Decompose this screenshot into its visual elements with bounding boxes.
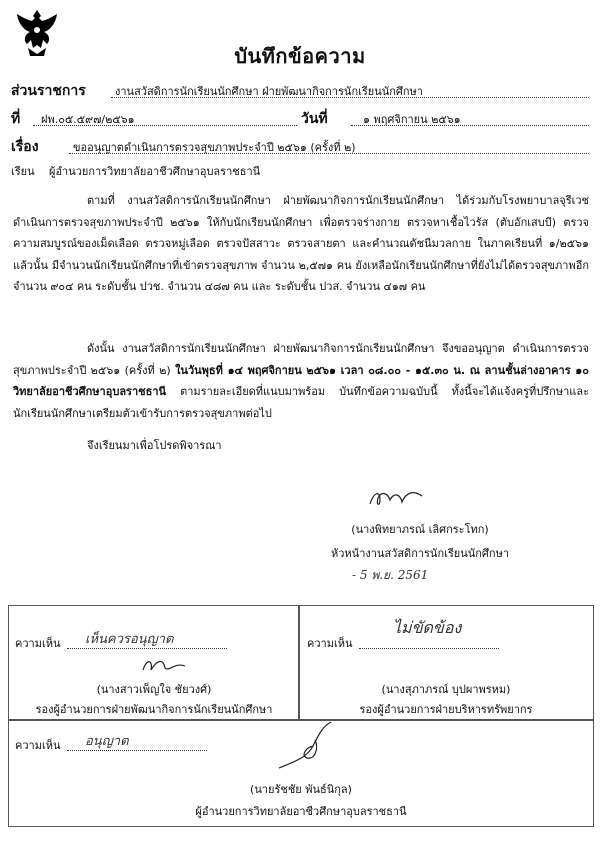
subject-label: เรื่อง: [11, 139, 39, 155]
agency-row: [11, 80, 591, 100]
signer-date-handwritten: - 5 พ.ย. 2561: [352, 568, 429, 582]
subject-value: ขออนุญาตดำเนินการตรวจสุขภาพประจำปี ๒๕๖๑ (ครั้งที่ ๒): [73, 141, 356, 154]
closing-line: จึงเรียนมาเพื่อโปรดพิจารณา: [87, 439, 222, 452]
ref-label: ที่: [11, 111, 21, 127]
opinion-label: ความเห็น: [307, 637, 353, 650]
subject-row: [11, 136, 591, 156]
body-paragraph-2: ดังนั้น งานสวัสดิการนักเรียนนักศึกษา ฝ่ายพัฒนากิจการนักเรียนนักศึกษา จึงขออนุญาต ดำเนินการตรวจสุขภาพประจำปี ๒๕๖๑ (ครั้งที่ ๒) ในวันพุธที่ ๑๔ พฤศจิกายน ๒๕๖๑ เวลา ๐๘.๐๐ - ๑๕.๓๐ น. ณ ลานชั้นล่างอาคาร ๑๐ วิทยาลัยอาชีวศึกษาอุบลราชธานี ตามรายละเอียดที่แนบมาพร้อม บันทึกข้อความฉบับนี้ ทั้งนี้จะได้แจ้งครูที่ปรึกษาและนักเรียนนักศึกษาเตรียมตัวเข้ารับการตรวจสุขภาพต่อไป: [13, 342, 590, 420]
opinion-box-vice-director-resources: [298, 605, 594, 721]
to-row: [11, 160, 591, 180]
signer-name: (นางพิทยาภรณ์ เลิศกระโทก): [351, 523, 489, 536]
signer-position: หัวหน้างานสวัสดิการนักเรียนนักศึกษา: [331, 547, 509, 560]
date-label: วันที่: [301, 111, 328, 127]
opinion-signer-position: รองผู้อำนวยการฝ่ายบริหารทรัพยากร: [359, 703, 533, 716]
opinion-signer-name: (นายรัชชัย พันธ์นิกุล): [250, 783, 352, 796]
opinion-label: ความเห็น: [15, 739, 61, 752]
opinion-box-vice-director-student-affairs: [8, 605, 300, 721]
agency-value: งานสวัสดิการนักเรียนนักศึกษา ฝ่ายพัฒนากิจการนักเรียนนักศึกษา: [115, 85, 423, 98]
to-value: ผู้อำนวยการวิทยาลัยอาชีวศึกษาอุบลราชธานี: [49, 165, 261, 178]
opinion-handwritten: อนุญาต: [85, 734, 129, 749]
signature-main: [366, 486, 426, 512]
page-title: บันทึกข้อความ: [234, 44, 366, 68]
opinion-handwritten: เห็นควรอนุญาต: [85, 632, 174, 647]
ref-date-row: [11, 108, 591, 128]
signature-opinion-3: [273, 718, 337, 774]
opinion-box-director: [8, 719, 594, 827]
opinion-signer-position: ผู้อำนวยการวิทยาลัยอาชีวศึกษาอุบลราชธานี: [195, 805, 407, 818]
opinion-signer-position: รองผู้อำนวยการฝ่ายพัฒนากิจการนักเรียนนักศึกษา: [35, 703, 273, 716]
date-value: ๑ พฤศจิกายน ๒๕๖๑: [363, 113, 461, 126]
signature-opinion-1: [139, 654, 189, 678]
ref-value: ฝพ.๐๕.๕๙๗/๒๕๖๑: [41, 113, 135, 126]
opinion-signer-name: (นางสุภาภรณ์ บุปผาพรหม): [381, 683, 511, 696]
body-paragraph-1: ตามที่ งานสวัสดิการนักเรียนนักศึกษา ฝ่ายพัฒนากิจการนักเรียนนักศึกษา ได้ร่วมกับโรงพยาบาลจุรีเวช ดำเนินการตรวจสุขภาพประจำปี ๒๕๖๑ ให้กับนักเรียนนักศึกษา เพื่อตรวจร่างกาย ตรวจหาเชื้อไวรัส (ตับอักเสบบี) ตรวจความสมบูรณ์ของเม็ดเลือด ตรวจหมู่เลือด ตรวจปัสสาวะ ตรวจสายตา และคำนวณดัชนีมวลกาย ในภาคเรียนที่ ๑/๒๕๖๑ แล้วนั้น มีจำนวนนักเรียนนักศึกษาที่เข้าตรวจสุขภาพ จำนวน ๒,๕๗๑ คน ยังเหลือนักเรียนนักศึกษาที่ยังไม่ได้ตรวจสุขภาพอีกจำนวน ๙๐๔ คน ระดับชั้น ปวช. จำนวน ๔๘๗ คน และ ระดับชั้น ปวส. จำนวน ๔๑๗ คน: [13, 194, 589, 293]
opinion-signer-name: (นางสาวเพ็ญใจ ชัยวงศ์): [96, 683, 212, 696]
opinion-handwritten: ไม่ขัดข้อง: [393, 618, 462, 637]
opinion-label: ความเห็น: [15, 637, 61, 650]
agency-label: ส่วนราชการ: [11, 83, 86, 99]
to-label: เรียน: [11, 165, 35, 178]
